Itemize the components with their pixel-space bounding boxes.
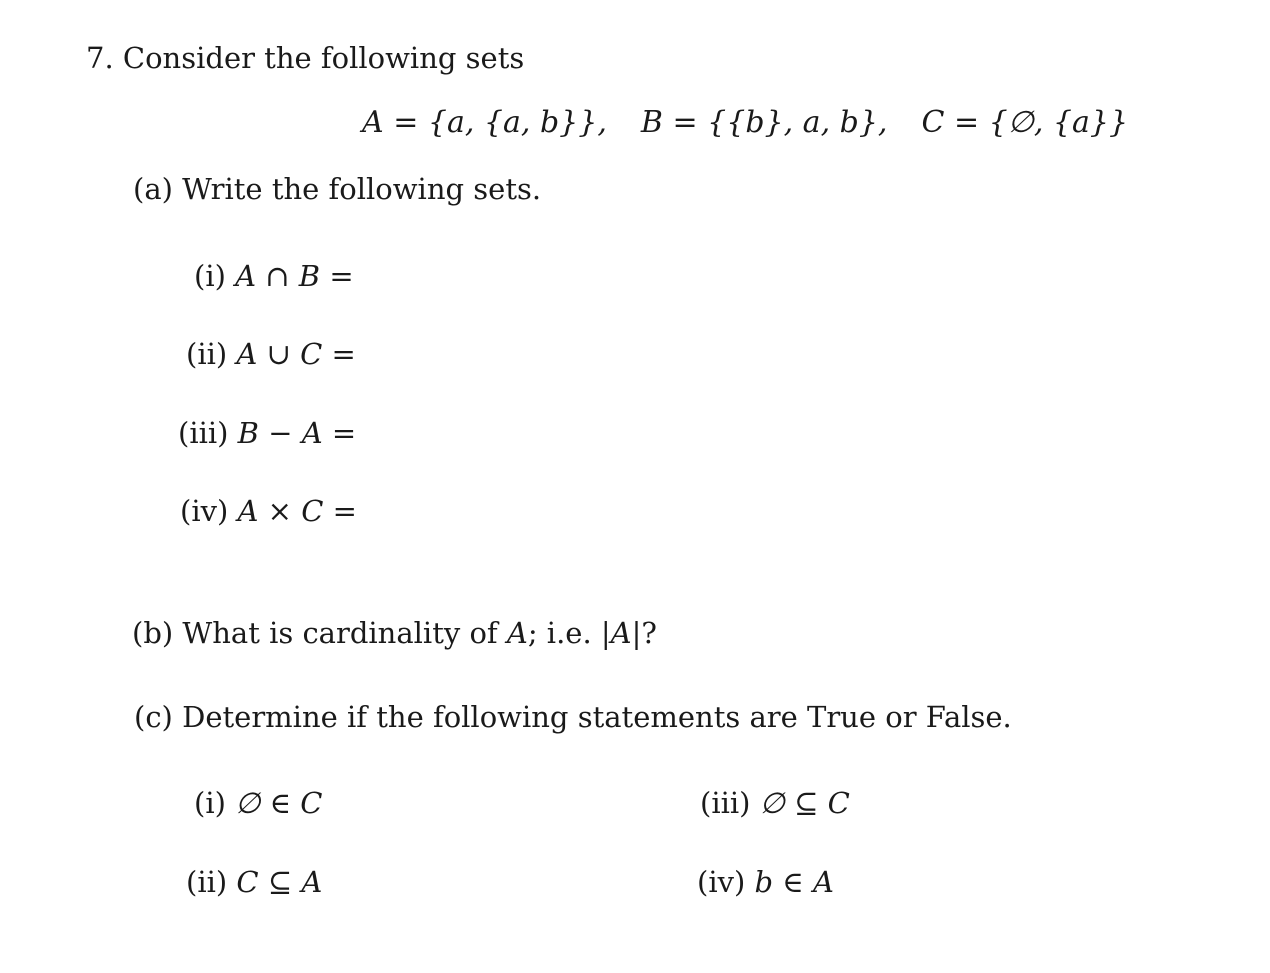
part-c-item-iii: [700, 786, 850, 820]
part-c-item-iv: [697, 865, 834, 899]
item-label: (iii): [178, 416, 229, 450]
item-label: (i): [194, 259, 226, 293]
part-a-header: [133, 172, 542, 206]
set-b-definition: B = {{b}, a, b},: [640, 105, 888, 140]
item-expression: ∅ ⊆ C: [759, 786, 850, 820]
item-label: (iii): [700, 786, 751, 820]
item-expression: A × C =: [237, 494, 357, 528]
item-expression: C ⊆ A: [236, 865, 323, 899]
part-b-prompt-abs: |A|: [600, 616, 642, 650]
item-label: (iv): [180, 494, 229, 528]
item-expression: A ∪ C =: [236, 337, 356, 371]
item-expression: b ∈ A: [754, 865, 834, 899]
item-expression: ∅ ∈ C: [235, 786, 323, 820]
part-a-item-iv: [180, 494, 357, 528]
part-b-prompt-start: What is cardinality of: [182, 616, 507, 650]
part-b-label: (b): [132, 616, 174, 650]
part-b-prompt-mid: ; i.e.: [527, 616, 601, 650]
part-b-header: [132, 616, 657, 650]
item-expression: B − A =: [237, 416, 357, 450]
sets-definition: [362, 105, 1129, 140]
part-c-item-i: [194, 786, 323, 820]
part-c-prompt: Determine if the following statements are True or False.: [182, 700, 1012, 734]
part-a-item-i: [194, 259, 354, 293]
item-expression: A ∩ B =: [235, 259, 354, 293]
problem-number: 7.: [86, 41, 114, 75]
item-label: (ii): [186, 865, 228, 899]
item-label: (iv): [697, 865, 746, 899]
part-a-prompt: Write the following sets.: [182, 172, 542, 206]
part-c-label: (c): [134, 700, 173, 734]
item-label: (i): [194, 786, 226, 820]
part-b-prompt-var: A: [506, 616, 528, 650]
set-a-definition: A = {a, {a, b}},: [362, 105, 607, 140]
part-a-item-iii: [178, 416, 357, 450]
item-label: (ii): [186, 337, 228, 371]
part-a-label: (a): [133, 172, 173, 206]
problem-intro: Consider the following sets: [122, 41, 525, 75]
part-b-prompt-end: ?: [641, 616, 657, 650]
set-c-definition: C = {∅, {a}}: [921, 105, 1129, 140]
part-c-header: [134, 700, 1012, 734]
part-c-item-ii: [186, 865, 323, 899]
problem-header: [86, 41, 525, 75]
part-a-item-ii: [186, 337, 356, 371]
